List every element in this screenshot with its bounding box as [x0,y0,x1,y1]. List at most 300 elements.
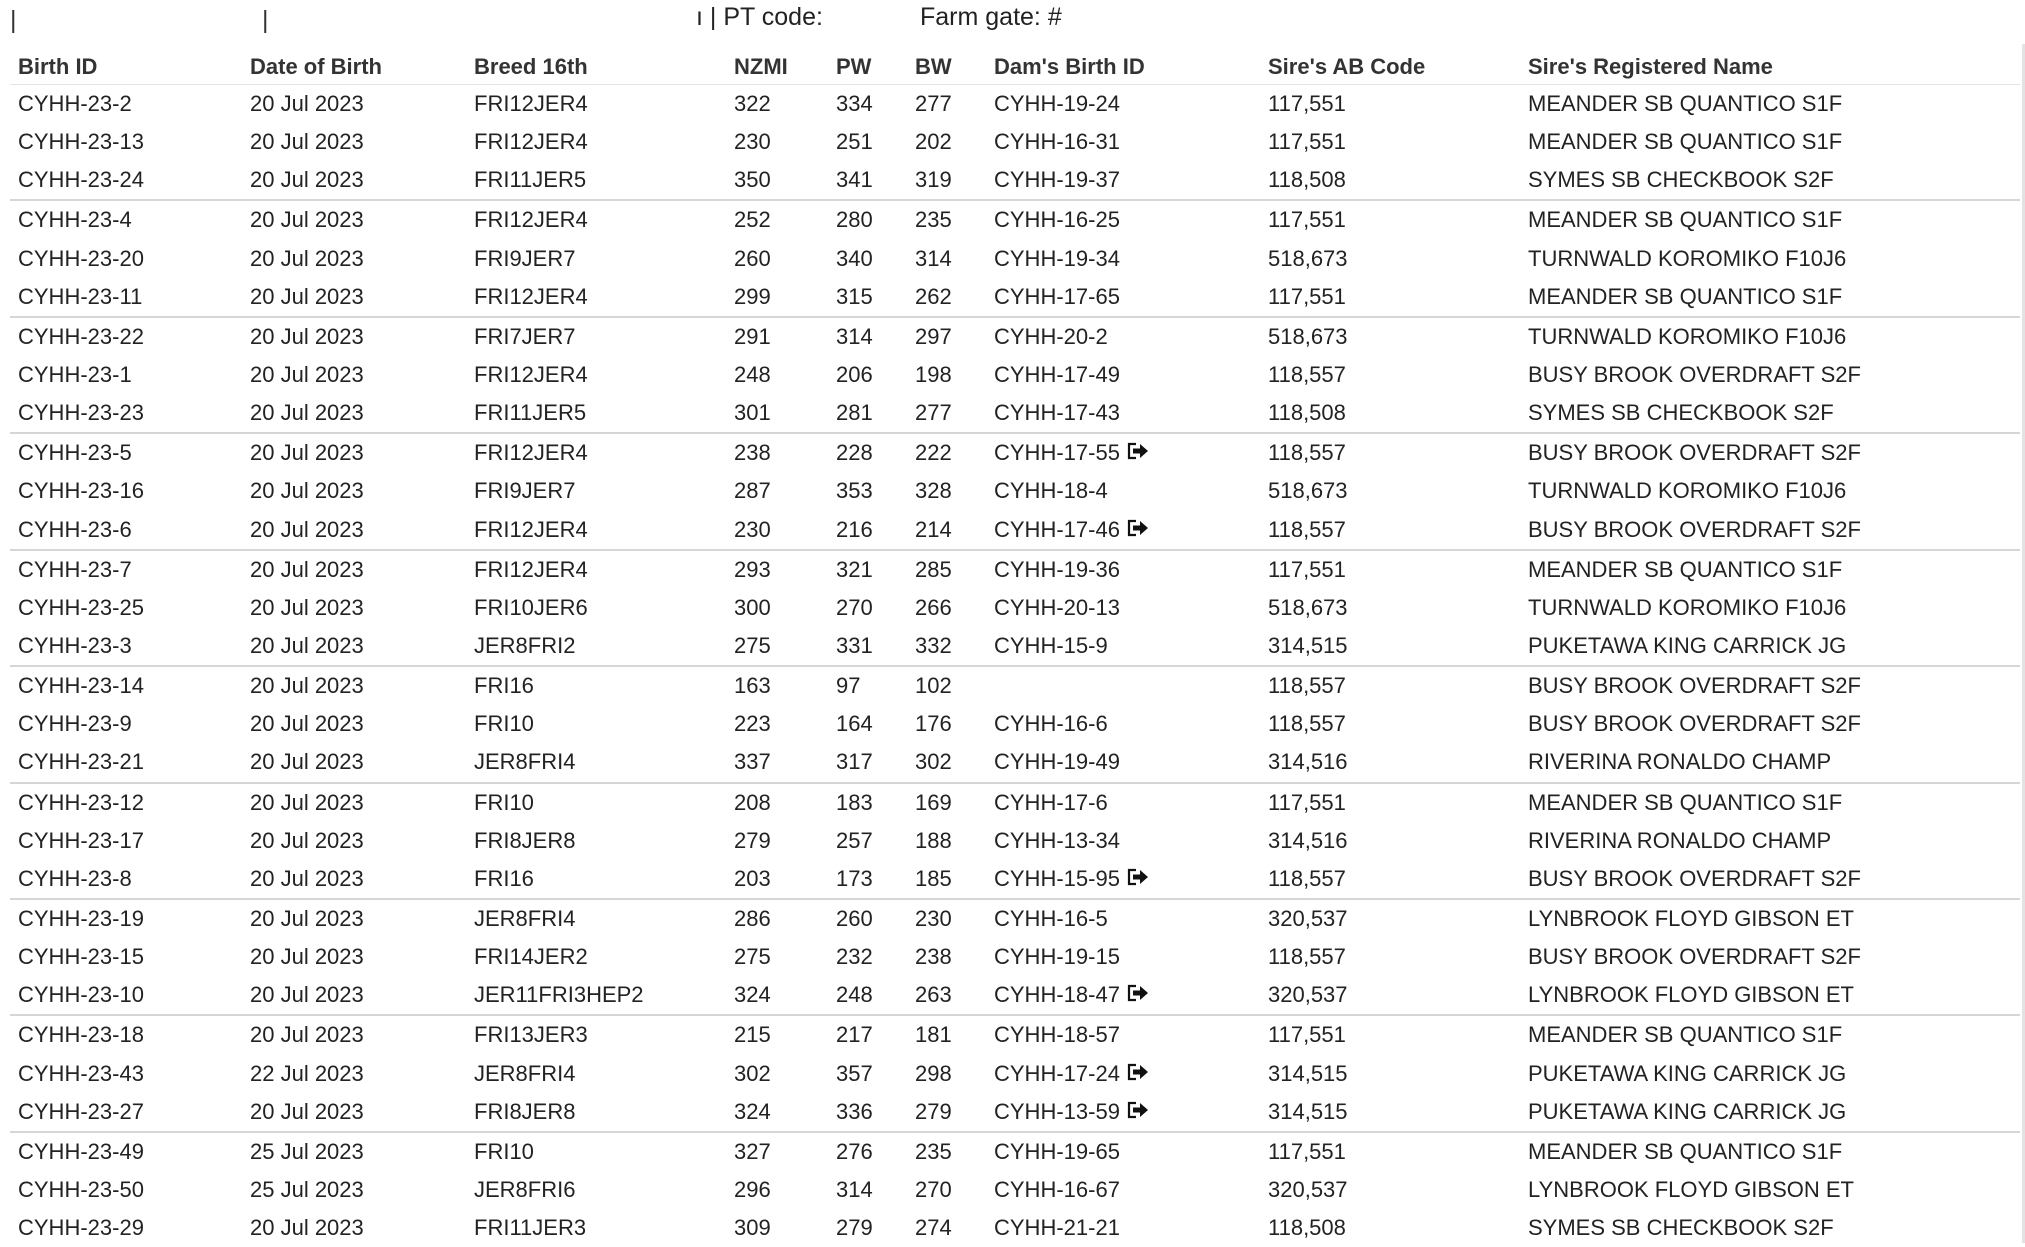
dam-birth-id-text: CYHH-13-59 [994,1099,1120,1124]
bw-cell [907,1093,986,1132]
pw-text: 317 [836,749,873,774]
table-header-row [10,50,2020,85]
sire-name-cell [1520,1093,2020,1132]
column-header-pw: PW [828,50,907,85]
dam-birth-id-cell [986,860,1260,899]
birth-id-text: CYHH-23-11 [18,284,142,309]
sire-name-text: BUSY BROOK OVERDRAFT S2F [1528,866,1861,891]
dam-birth-id-cell [986,1171,1260,1209]
pw-text: 183 [836,790,873,815]
pw-cell [828,899,907,938]
birth-id-text: CYHH-23-3 [18,633,132,658]
breed-text: JER8FRI2 [474,633,575,658]
pw-cell [828,783,907,822]
table-row [10,743,2020,782]
birth-id-cell [10,433,242,472]
sire-name-cell [1520,1209,2020,1247]
breed-cell [466,822,726,860]
birth-id-text: CYHH-23-27 [18,1099,144,1124]
sire-name-text: BUSY BROOK OVERDRAFT S2F [1528,944,1861,969]
sire-ab-code-cell [1260,278,1520,317]
column-header-birth-id: Birth ID [10,50,242,85]
dam-birth-id-cell [986,161,1260,200]
dam-birth-id-cell [986,240,1260,278]
date-of-birth-cell [242,666,466,705]
bw-cell [907,356,986,394]
birth-id-cell [10,85,242,124]
bw-cell [907,317,986,356]
nzmi-cell [726,666,828,705]
breed-text: FRI11JER3 [474,1215,586,1240]
sire-name-text: TURNWALD KOROMIKO F10J6 [1528,324,1846,349]
dam-birth-id-text: CYHH-18-4 [994,478,1108,503]
dam-birth-id-text: CYHH-16-31 [994,129,1120,154]
sire-ab-code-cell [1260,743,1520,782]
nzmi-text: 300 [734,595,771,620]
bw-text: 332 [915,633,952,658]
sire-ab-code-cell [1260,666,1520,705]
pw-text: 270 [836,595,873,620]
sire-ab-code-cell [1260,1015,1520,1054]
bw-cell [907,1015,986,1054]
breed-cell [466,1093,726,1132]
sire-ab-code-text: 118,508 [1268,1215,1346,1240]
birth-id-text: CYHH-23-21 [18,749,144,774]
breed-text: JER8FRI4 [474,906,575,931]
sire-ab-code-text: 117,551 [1268,1022,1346,1047]
table-row [10,85,2020,124]
sire-ab-code-cell [1260,240,1520,278]
birth-id-text: CYHH-23-7 [18,557,132,582]
nzmi-text: 230 [734,517,771,542]
bw-cell [907,85,986,124]
nzmi-text: 291 [734,324,771,349]
date-of-birth-cell [242,822,466,860]
sire-ab-code-cell [1260,1209,1520,1247]
pw-text: 260 [836,906,873,931]
birth-id-text: CYHH-23-17 [18,828,144,853]
date-of-birth-text: 20 Jul 2023 [250,866,364,891]
date-of-birth-cell [242,1171,466,1209]
date-of-birth-text: 20 Jul 2023 [250,557,364,582]
exit-arrow-icon [1126,983,1150,1003]
sire-name-text: BUSY BROOK OVERDRAFT S2F [1528,517,1861,542]
sire-name-text: SYMES SB CHECKBOOK S2F [1528,167,1834,192]
birth-id-cell [10,1093,242,1132]
text-cursor-mark: | [10,6,17,35]
date-of-birth-text: 20 Jul 2023 [250,167,364,192]
breed-cell [466,1209,726,1247]
pw-text: 216 [836,517,873,542]
date-of-birth-cell [242,783,466,822]
sire-name-text: BUSY BROOK OVERDRAFT S2F [1528,362,1861,387]
pw-text: 314 [836,1177,873,1202]
sire-ab-code-text: 118,557 [1268,362,1346,387]
bw-text: 102 [915,673,952,698]
birth-id-text: CYHH-23-16 [18,478,144,503]
sire-name-cell [1520,511,2020,550]
pw-text: 315 [836,284,873,309]
bw-text: 274 [915,1215,952,1240]
birth-id-text: CYHH-23-20 [18,246,144,271]
nzmi-cell [726,743,828,782]
bw-cell [907,705,986,743]
pw-cell [828,394,907,433]
bw-text: 270 [915,1177,952,1202]
date-of-birth-text: 20 Jul 2023 [250,246,364,271]
date-of-birth-text: 20 Jul 2023 [250,1215,364,1240]
breed-cell [466,200,726,239]
birth-id-cell [10,123,242,161]
table-row [10,627,2020,666]
date-of-birth-cell [242,550,466,589]
pw-text: 321 [836,557,873,582]
sire-name-text: MEANDER SB QUANTICO S1F [1528,129,1842,154]
breed-text: FRI12JER4 [474,129,588,154]
birth-id-text: CYHH-23-19 [18,906,144,931]
sire-ab-code-cell [1260,85,1520,124]
table-row [10,589,2020,627]
dam-birth-id-text: CYHH-17-65 [994,284,1120,309]
nzmi-cell [726,85,828,124]
breed-cell [466,783,726,822]
nzmi-cell [726,1093,828,1132]
pw-text: 279 [836,1215,873,1240]
date-of-birth-cell [242,899,466,938]
sire-name-cell [1520,278,2020,317]
birth-id-text: CYHH-23-1 [18,362,132,387]
sire-name-text: BUSY BROOK OVERDRAFT S2F [1528,440,1861,465]
sire-ab-code-text: 320,537 [1268,906,1348,931]
sire-ab-code-cell [1260,899,1520,938]
nzmi-cell [726,1132,828,1171]
sire-name-cell [1520,433,2020,472]
pw-text: 331 [836,633,873,658]
dam-birth-id-text: CYHH-17-55 [994,440,1120,465]
breed-text: FRI14JER2 [474,944,588,969]
pw-cell [828,278,907,317]
date-of-birth-text: 20 Jul 2023 [250,906,364,931]
sire-name-cell [1520,743,2020,782]
bw-text: 235 [915,1139,952,1164]
pw-text: 357 [836,1061,873,1086]
sire-ab-code-cell [1260,433,1520,472]
table-row [10,938,2020,976]
dam-birth-id-cell [986,550,1260,589]
dam-birth-id-cell [986,666,1260,705]
date-of-birth-text: 22 Jul 2023 [250,1061,364,1086]
date-of-birth-text: 20 Jul 2023 [250,517,364,542]
dam-birth-id-cell [986,511,1260,550]
column-header-breed-16th: Breed 16th [466,50,726,85]
pw-cell [828,627,907,666]
pw-cell [828,433,907,472]
table-row [10,356,2020,394]
date-of-birth-text: 20 Jul 2023 [250,129,364,154]
nzmi-text: 301 [734,400,771,425]
table-row [10,705,2020,743]
breed-cell [466,976,726,1015]
sire-name-text: TURNWALD KOROMIKO F10J6 [1528,595,1846,620]
birth-id-cell [10,511,242,550]
sire-ab-code-cell [1260,976,1520,1015]
bw-text: 230 [915,906,952,931]
breed-cell [466,1015,726,1054]
breed-cell [466,666,726,705]
nzmi-cell [726,1015,828,1054]
exit-arrow-icon [1126,867,1150,887]
breed-cell [466,627,726,666]
breed-cell [466,589,726,627]
pw-cell [828,860,907,899]
breed-cell [466,161,726,200]
bw-cell [907,743,986,782]
pw-cell [828,240,907,278]
sire-ab-code-text: 314,516 [1268,749,1348,774]
birth-records-table [10,50,2020,1247]
sire-name-text: SYMES SB CHECKBOOK S2F [1528,400,1834,425]
birth-id-text: CYHH-23-14 [18,673,144,698]
sire-name-cell [1520,1015,2020,1054]
nzmi-text: 293 [734,557,771,582]
bw-cell [907,783,986,822]
bw-cell [907,1055,986,1093]
nzmi-text: 322 [734,91,771,116]
nzmi-text: 248 [734,362,771,387]
dam-birth-id-cell [986,1209,1260,1247]
dam-birth-id-text: CYHH-17-24 [994,1061,1120,1086]
birth-id-cell [10,240,242,278]
birth-id-text: CYHH-23-9 [18,711,132,736]
breed-text: JER8FRI4 [474,1061,575,1086]
sire-name-text: MEANDER SB QUANTICO S1F [1528,790,1842,815]
nzmi-text: 302 [734,1061,771,1086]
dam-birth-id-cell [986,976,1260,1015]
dam-birth-id-cell [986,705,1260,743]
exit-arrow-icon [1126,518,1150,538]
sire-ab-code-text: 320,537 [1268,1177,1348,1202]
table-row [10,394,2020,433]
sire-name-text: MEANDER SB QUANTICO S1F [1528,557,1842,582]
birth-id-text: CYHH-23-43 [18,1061,144,1086]
sire-ab-code-cell [1260,1171,1520,1209]
table-row [10,822,2020,860]
pw-cell [828,200,907,239]
date-of-birth-text: 20 Jul 2023 [250,478,364,503]
nzmi-cell [726,511,828,550]
breed-text: FRI7JER7 [474,324,575,349]
dam-birth-id-cell [986,938,1260,976]
pw-cell [828,705,907,743]
sire-name-cell [1520,240,2020,278]
birth-id-cell [10,356,242,394]
birth-id-text: CYHH-23-6 [18,517,132,542]
nzmi-text: 208 [734,790,771,815]
breed-text: JER8FRI4 [474,749,575,774]
sire-name-text: BUSY BROOK OVERDRAFT S2F [1528,711,1861,736]
breed-cell [466,938,726,976]
dam-birth-id-cell [986,899,1260,938]
pw-text: 232 [836,944,873,969]
pw-text: 251 [836,129,873,154]
breed-cell [466,433,726,472]
sire-name-text: PUKETAWA KING CARRICK JG [1528,1099,1846,1124]
birth-id-text: CYHH-23-50 [18,1177,144,1202]
breed-text: FRI12JER4 [474,362,588,387]
pw-text: 336 [836,1099,873,1124]
birth-id-text: CYHH-23-12 [18,790,144,815]
sire-name-text: MEANDER SB QUANTICO S1F [1528,1022,1842,1047]
sire-ab-code-cell [1260,123,1520,161]
sire-name-cell [1520,550,2020,589]
date-of-birth-text: 20 Jul 2023 [250,400,364,425]
sire-name-text: MEANDER SB QUANTICO S1F [1528,284,1842,309]
table-row [10,278,2020,317]
breed-text: FRI11JER5 [474,167,586,192]
column-header-date-of-birth: Date of Birth [242,50,466,85]
sire-name-cell [1520,899,2020,938]
date-of-birth-text: 20 Jul 2023 [250,595,364,620]
date-of-birth-text: 20 Jul 2023 [250,711,364,736]
breed-cell [466,394,726,433]
nzmi-text: 279 [734,828,771,853]
date-of-birth-text: 20 Jul 2023 [250,1099,364,1124]
birth-id-cell [10,783,242,822]
table-row [10,1093,2020,1132]
pw-cell [828,589,907,627]
table-row [10,899,2020,938]
date-of-birth-cell [242,200,466,239]
breed-text: FRI9JER7 [474,246,575,271]
breed-text: FRI10 [474,790,534,815]
sire-name-cell [1520,123,2020,161]
dam-birth-id-text: CYHH-19-36 [994,557,1120,582]
breed-cell [466,317,726,356]
bw-text: 181 [915,1022,952,1047]
pw-cell [828,1093,907,1132]
date-of-birth-cell [242,589,466,627]
dam-birth-id-text: CYHH-20-13 [994,595,1120,620]
bw-text: 298 [915,1061,952,1086]
nzmi-text: 299 [734,284,771,309]
date-of-birth-cell [242,1132,466,1171]
breed-text: FRI10 [474,711,534,736]
nzmi-text: 286 [734,906,771,931]
bw-cell [907,240,986,278]
bw-text: 235 [915,207,952,232]
birth-id-text: CYHH-23-23 [18,400,144,425]
dam-birth-id-text: CYHH-19-34 [994,246,1120,271]
text-cursor-mark: | [262,6,269,35]
date-of-birth-cell [242,123,466,161]
breed-cell [466,85,726,124]
table-row [10,666,2020,705]
date-of-birth-cell [242,938,466,976]
sire-ab-code-cell [1260,860,1520,899]
breed-cell [466,472,726,510]
sire-ab-code-text: 118,557 [1268,517,1346,542]
date-of-birth-text: 20 Jul 2023 [250,749,364,774]
birth-id-cell [10,743,242,782]
date-of-birth-cell [242,627,466,666]
breed-cell [466,1132,726,1171]
dam-birth-id-text: CYHH-16-67 [994,1177,1120,1202]
dam-birth-id-cell [986,783,1260,822]
column-header-bw: BW [907,50,986,85]
sire-ab-code-cell [1260,394,1520,433]
dam-birth-id-text: CYHH-19-15 [994,944,1120,969]
pw-text: 276 [836,1139,873,1164]
sire-ab-code-cell [1260,200,1520,239]
sire-name-cell [1520,783,2020,822]
date-of-birth-cell [242,472,466,510]
sire-name-text: LYNBROOK FLOYD GIBSON ET [1528,1177,1854,1202]
nzmi-cell [726,860,828,899]
bw-cell [907,666,986,705]
birth-id-cell [10,860,242,899]
sire-ab-code-text: 314,515 [1268,1099,1348,1124]
sire-ab-code-cell [1260,356,1520,394]
sire-ab-code-cell [1260,1055,1520,1093]
nzmi-text: 324 [734,1099,771,1124]
sire-ab-code-text: 117,551 [1268,790,1346,815]
dam-birth-id-text: CYHH-20-2 [994,324,1108,349]
pw-cell [828,550,907,589]
bw-text: 188 [915,828,952,853]
breed-cell [466,511,726,550]
sire-ab-code-text: 118,557 [1268,944,1346,969]
exit-arrow-icon [1126,441,1150,461]
birth-id-cell [10,472,242,510]
bw-cell [907,278,986,317]
date-of-birth-text: 25 Jul 2023 [250,1177,364,1202]
date-of-birth-cell [242,976,466,1015]
sire-name-text: RIVERINA RONALDO CHAMP [1528,749,1831,774]
bw-cell [907,394,986,433]
date-of-birth-cell [242,317,466,356]
table-row [10,123,2020,161]
date-of-birth-cell [242,240,466,278]
pw-cell [828,511,907,550]
sire-name-cell [1520,200,2020,239]
bw-text: 176 [915,711,952,736]
breed-text: FRI12JER4 [474,91,588,116]
pw-text: 257 [836,828,873,853]
pw-cell [828,822,907,860]
dam-birth-id-cell [986,85,1260,124]
breed-text: FRI16 [474,866,534,891]
breed-cell [466,123,726,161]
birth-id-text: CYHH-23-24 [18,167,144,192]
bw-cell [907,976,986,1015]
breed-text: JER11FRI3HEP2 [474,982,644,1007]
breed-cell [466,705,726,743]
nzmi-cell [726,433,828,472]
birth-id-text: CYHH-23-25 [18,595,144,620]
table-row [10,317,2020,356]
sire-name-cell [1520,161,2020,200]
bw-text: 266 [915,595,952,620]
nzmi-text: 260 [734,246,771,271]
date-of-birth-text: 20 Jul 2023 [250,828,364,853]
sire-ab-code-text: 314,516 [1268,828,1348,853]
date-of-birth-text: 20 Jul 2023 [250,1022,364,1047]
birth-id-cell [10,938,242,976]
bw-cell [907,1132,986,1171]
sire-ab-code-text: 518,673 [1268,595,1348,620]
dam-birth-id-cell [986,433,1260,472]
sire-name-text: MEANDER SB QUANTICO S1F [1528,207,1842,232]
